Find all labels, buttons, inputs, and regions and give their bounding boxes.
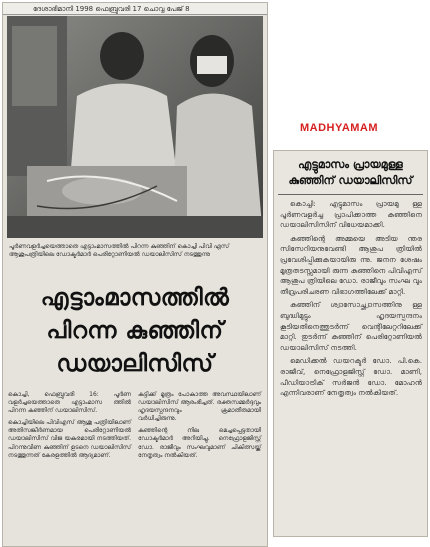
secondary-newspaper-clipping [273, 150, 428, 537]
article-paragraph: കൊച്ചിയിലെ പിവിഎസ് ആശു പത്രിയിലാണ് അതിസങ്കീർണമായ പെരിറ്റോണിയൽ ഡയാലിസിസ് വിജ യകരമായി നടത്തിയത്. പിറന്നുവീണ കുഞ്ഞിന് ഉടനെ ഡയാലിസിസ് നടത്തുന്നത് കേരളത്തിൽ ആദ്യമാണ്. [8, 419, 131, 459]
article-paragraph: കുഞ്ഞിന് ശ്വാസോച്ഛ്വാസത്തിനു ള്ള ബുദ്ധിമുട്ടും ഹൃദയസ്പന്ദനം കൂടിയതിനെത്തുടർന്ന് വെന്റിലേറ്ററിലേക്ക് മാറ്റി. തുടർന്ന് കുഞ്ഞിന് പെരിറ്റോണിയൽ ഡയാലിസിസ് നടത്തി. [280, 300, 422, 352]
headline-line: എട്ടാംമാസത്തിൽ [40, 284, 230, 311]
article-paragraph: കുട്ടിക്ക് മൂത്രം പോകാത്ത അവസ്ഥയിലാണ് ഡയാലിസിസ് ആരംഭിച്ചത്. രക്തസമ്മർദ്ദവും ഹൃദയസ്പന്ദനവും ക്രമാതീതമായി വർധിച്ചിരുന്നു. [138, 391, 261, 423]
article-body [8, 391, 264, 546]
headline-line: എട്ടുമാസം പ്രായമുള്ള [298, 158, 403, 171]
article-paragraph: കുഞ്ഞിന്റെ നില മെച്ചപ്പെട്ടതായി ഡോക്ടർമാർ അറിയിച്ചു. നെഫ്രോളജിസ്റ്റ് ഡോ. രാജീവും സംഘവുമാണ് ചികിത്സയ്ക്ക് നേതൃത്വം നൽകിയത്. [138, 427, 261, 459]
headline-line: ഡയാലിസിസ് [56, 350, 214, 377]
secondary-headline [278, 157, 423, 189]
headline-line: കുഞ്ഞിന് ഡയാലിസിസ് [288, 174, 413, 187]
photo-illustration [7, 16, 263, 238]
photo-caption: പൂർണവളർച്ചയെത്താതെ എട്ടാംമാസത്തിൽ പിറന്ന കുഞ്ഞിന് കൊച്ചി പിവി എസ് ആശുപത്രിയിലെ ഡോക്ടർമാർ പെരിറ്റോണിയൽ ഡയാലിസിസ് നടത്തുന്നു [9, 243, 230, 258]
article-paragraph: കുഞ്ഞിന്റെ അമ്മയെ അടിയ ന്തര സിസേറിയനുവേണ്ടി ആശുപ ത്രിയിൽ പ്രവേശിപ്പിക്കുകയായിരു ന്നു. ജനന ശേഷം മൂത്രതടസ്സമായി രുന്ന കുഞ്ഞിനെ പിവിഎസ് ആശുപ ത്രിയിലെ ഡോ. രാജീവും സംഘ വും തീവ്രപരിചരണ വിഭാഗത്തിലേക്ക് മാറ്റി. [280, 233, 422, 296]
article-column-left [8, 391, 131, 464]
newspaper-brand-label: MADHYAMAM [300, 122, 379, 134]
headline-divider [278, 194, 423, 195]
secondary-article-body [280, 199, 422, 402]
main-headline [3, 281, 267, 380]
article-column-right [138, 391, 261, 464]
article-paragraph: കൊച്ചി: എട്ടുമാസം പ്രായമു ള്ള പൂർണവളർച്ച പ്രാപിക്കാത്ത കുഞ്ഞിനെ ഡയാലിസിസിന് വിധേയമാക്കി. [280, 199, 422, 230]
article-paragraph: കൊച്ചി, ഫെബ്രുവരി 16: പൂർണ വളർച്ചയെത്താതെ എട്ടാംമാസ ത്തിൽ പിറന്ന കുഞ്ഞിന് ഡയാലിസിസ്. [8, 391, 131, 415]
article-paragraph: മെഡിക്കൽ ഡയറക്ടർ ഡോ. പി.കെ. രാജീവ്, നെഫ്രോളജിസ്റ്റ് ഡോ. മാണി, പീഡിയാട്രിക് സർജൻ ഡോ. മോഹൻ എന്നിവരാണ് നേതൃത്വം നൽകിയത്. [280, 356, 422, 398]
main-newspaper-clipping [2, 2, 268, 547]
headline-line: പിറന്ന കുഞ്ഞിന് [46, 317, 224, 344]
masthead: ദേശാഭിമാനി 1998 ഫെബ്രുവരി 17 ചൊവ്വ പേജ് 8 [3, 3, 267, 15]
news-photo [7, 16, 263, 238]
